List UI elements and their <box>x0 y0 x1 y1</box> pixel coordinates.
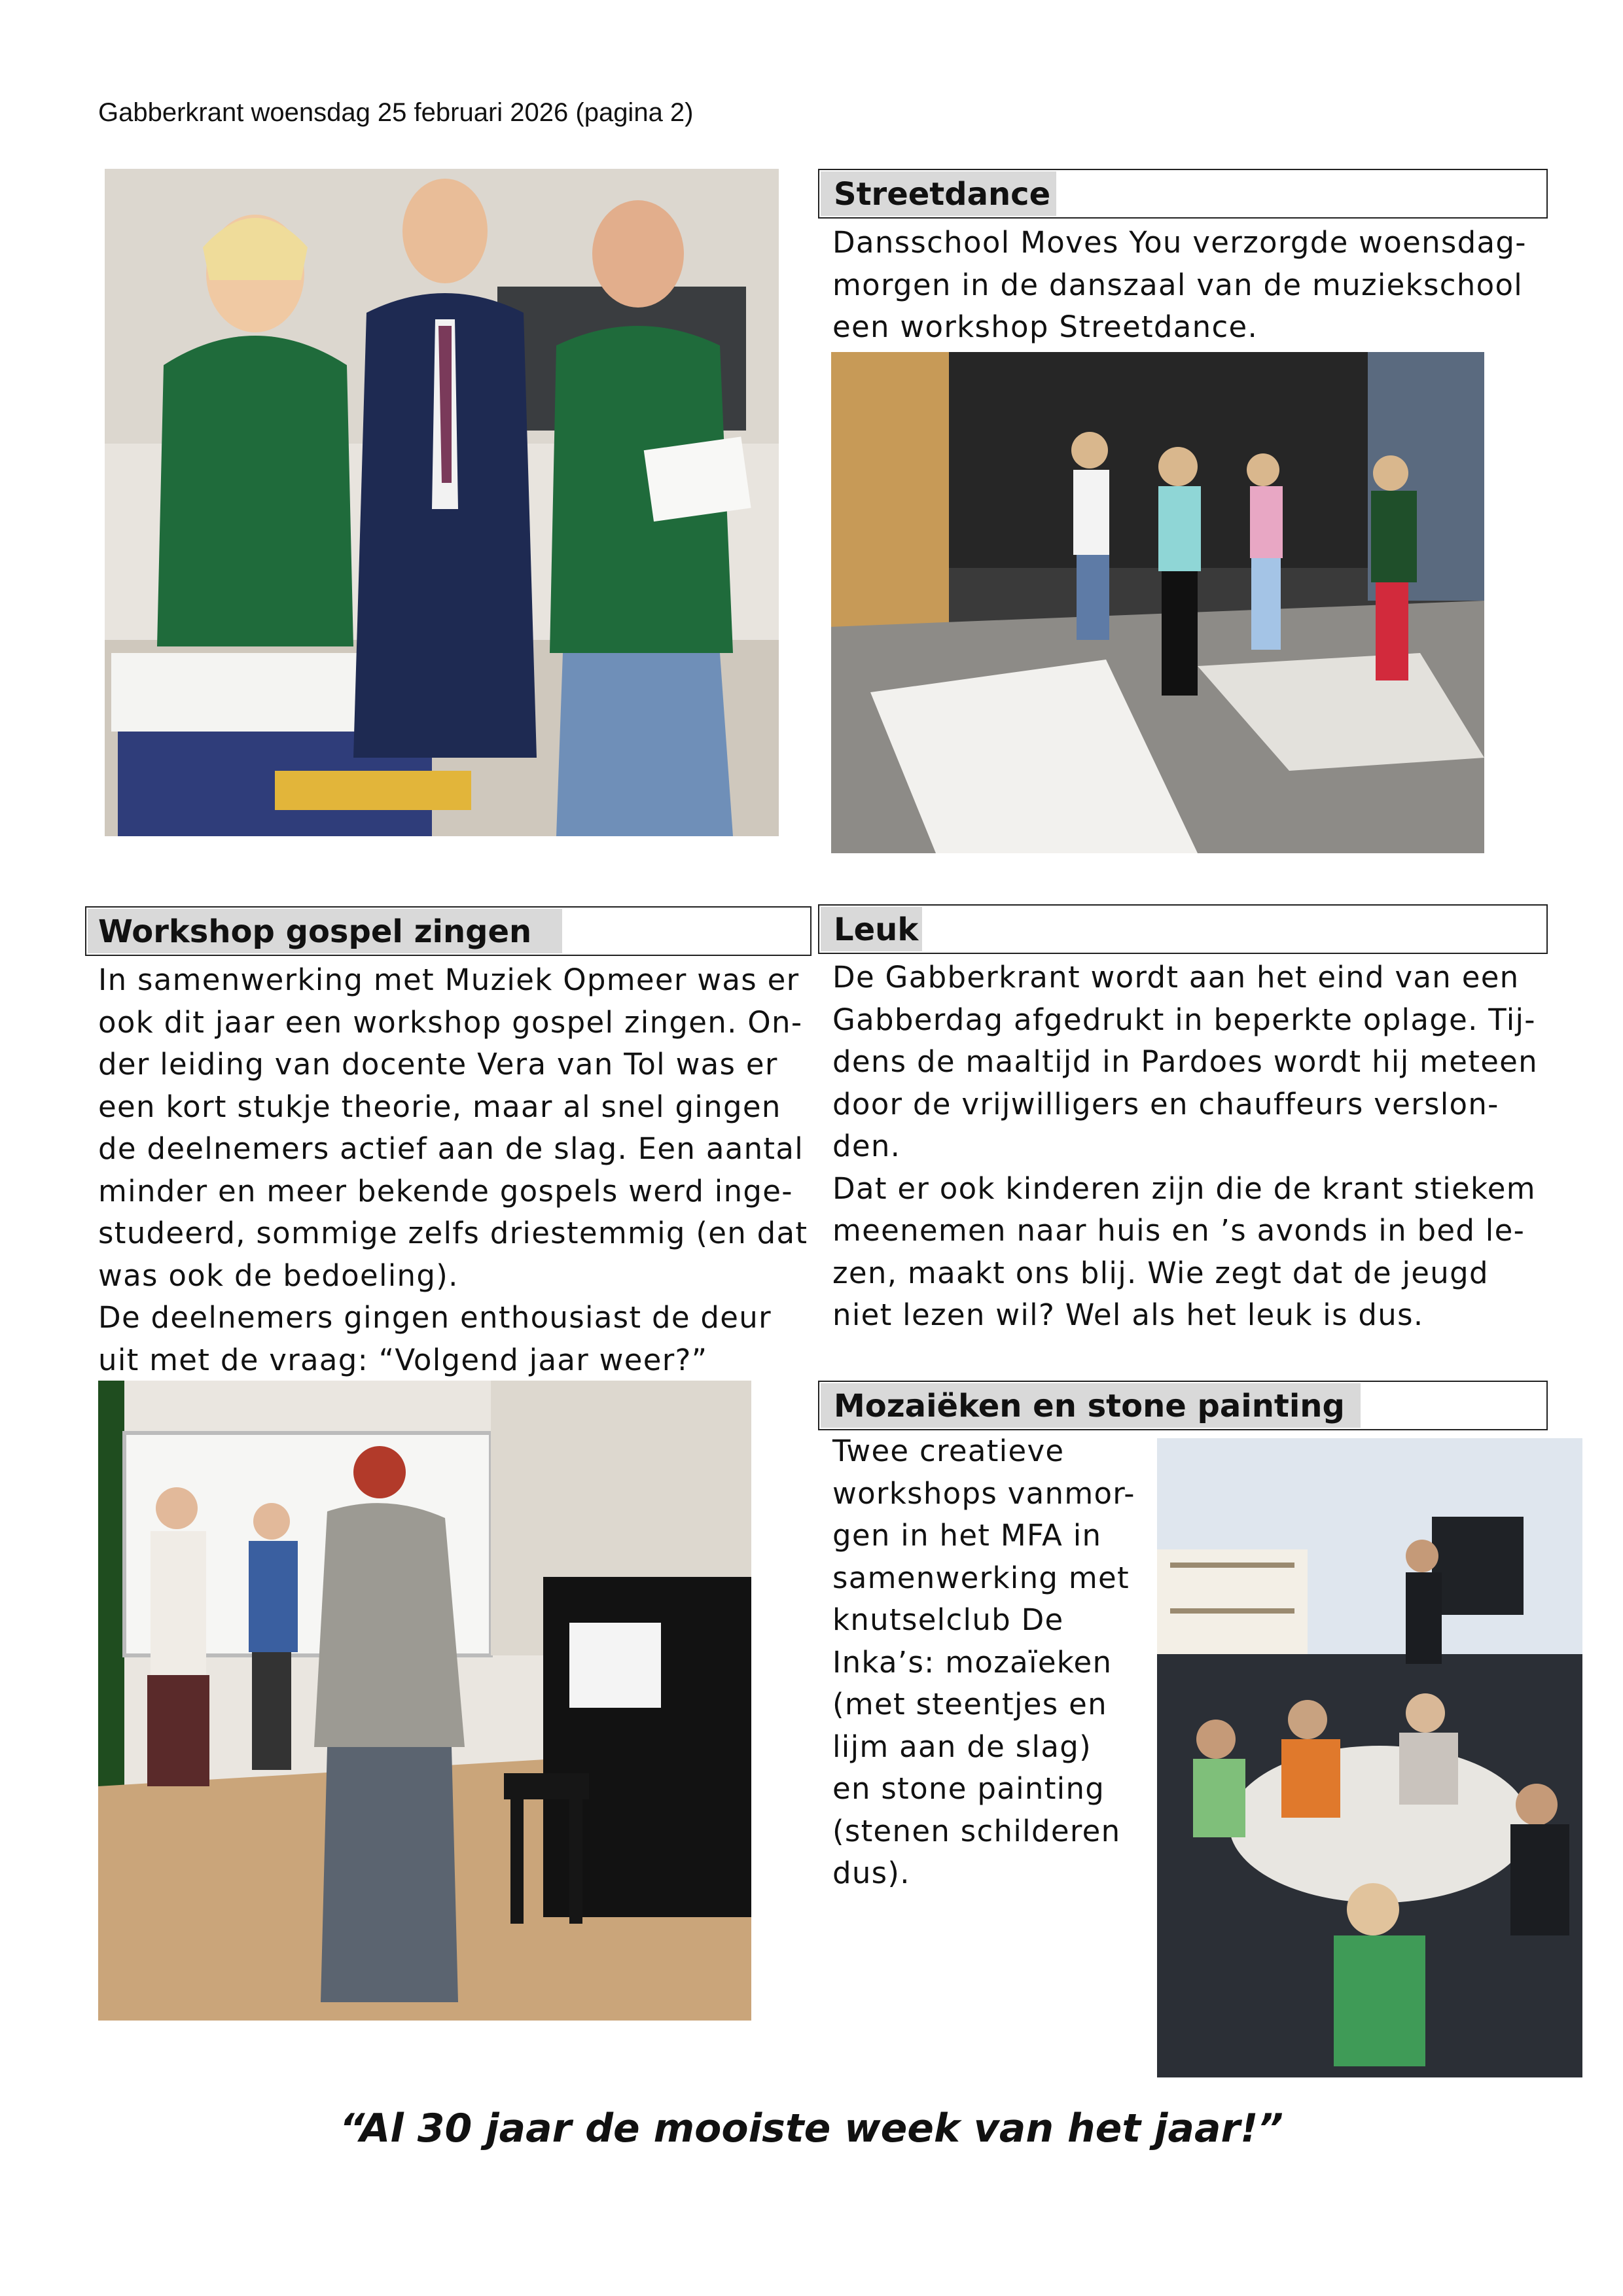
text-line: dens de maaltijd in Pardoes wordt hij meteen <box>832 1044 1538 1079</box>
leuk-text <box>832 957 1559 1337</box>
text-line: de deelnemers actief aan de slag. Een aantal <box>98 1131 804 1166</box>
leuk-heading: Leuk <box>834 911 919 948</box>
page-header: Gabberkrant woensdag 25 februari 2026 (pagina 2) <box>98 98 694 127</box>
text-line: een workshop Streetdance. <box>832 309 1258 344</box>
gospel-text <box>98 959 825 1381</box>
text-line: den. <box>832 1129 901 1163</box>
text-line: en stone painting <box>832 1771 1105 1806</box>
text-line: studeerd, sommige zelfs driestemmig (en dat <box>98 1216 808 1250</box>
text-line: workshops vanmor- <box>832 1475 1135 1511</box>
text-line: Dansschool Moves You verzorgde woensdag- <box>832 225 1527 260</box>
text-line: uit met de vraag: “Volgend jaar weer?” <box>98 1342 708 1377</box>
text-line: (stenen schilderen <box>832 1813 1121 1848</box>
text-line: door de vrijwilligers en chauffeurs verslon- <box>832 1086 1499 1122</box>
text-line: morgen in de danszaal van de muziekschool <box>832 267 1524 302</box>
text-line: samenwerking met <box>832 1560 1130 1595</box>
text-line: meenemen naar huis en ’s avonds in bed le- <box>832 1213 1525 1248</box>
mozaieken-text <box>832 1430 1147 1895</box>
text-line: Dat er ook kinderen zijn die de krant stiekem <box>832 1171 1536 1206</box>
text-line: een kort stukje theorie, maar al snel gingen <box>98 1089 781 1124</box>
text-line: (met steentjes en <box>832 1687 1107 1722</box>
text-line: Inka’s: mozaïeken <box>832 1644 1113 1680</box>
text-line: gen in het MFA in <box>832 1518 1102 1553</box>
text-line: der leiding van docente Vera van Tol was er <box>98 1047 778 1082</box>
leuk-heading-box <box>818 904 1548 954</box>
text-line: minder en meer bekende gospels werd inge- <box>98 1173 793 1209</box>
text-line: dus). <box>832 1856 910 1890</box>
text-line: zen, maakt ons blij. Wie zegt dat de jeugd <box>832 1255 1489 1290</box>
slogan: “Al 30 jaar de mooiste week van het jaar!” <box>339 2106 1284 2151</box>
photo-singers <box>105 169 779 836</box>
text-line: De deelnemers gingen enthousiast de deur <box>98 1300 772 1335</box>
text-line: knutselclub De <box>832 1602 1064 1637</box>
streetdance-heading: Streetdance <box>834 176 1051 213</box>
text-line: In samenwerking met Muziek Opmeer was er <box>98 963 800 997</box>
streetdance-text <box>832 222 1559 349</box>
gospel-heading-box <box>85 906 812 956</box>
text-line: Gabberdag afgedrukt in beperkte oplage. Tij- <box>832 1002 1536 1037</box>
text-line: was ook de bedoeling). <box>98 1258 459 1293</box>
text-line: Twee creatieve <box>832 1434 1065 1468</box>
text-line: De Gabberkrant wordt aan het eind van een <box>832 960 1520 995</box>
text-line: lijm aan de slag) <box>832 1729 1092 1764</box>
mozaieken-heading-box <box>818 1381 1548 1430</box>
photo-gospel <box>98 1381 751 2021</box>
gospel-heading: Workshop gospel zingen <box>98 913 532 950</box>
streetdance-heading-box <box>818 169 1548 219</box>
photo-streetdance <box>831 352 1484 853</box>
photo-mozaieken <box>1157 1438 1582 2077</box>
text-line: ook dit jaar een workshop gospel zingen. On- <box>98 1004 803 1040</box>
text-line: niet lezen wil? Wel als het leuk is dus. <box>832 1298 1424 1332</box>
mozaieken-heading: Mozaiëken en stone painting <box>834 1388 1345 1424</box>
